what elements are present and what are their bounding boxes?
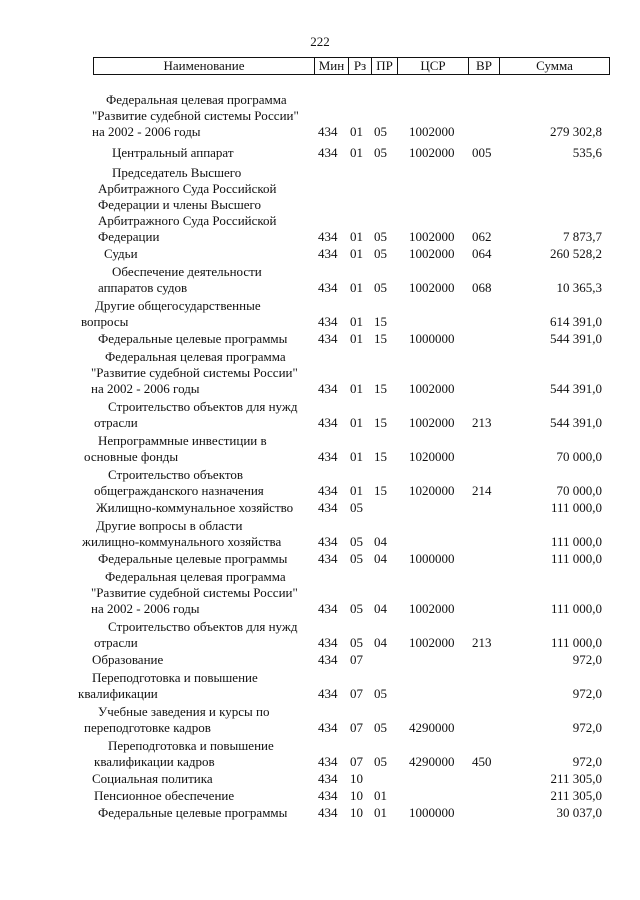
table-row — [0, 298, 640, 330]
row-name: Федеральные целевые программы — [98, 331, 288, 346]
row-sum: 614 391,0 — [550, 314, 602, 329]
row-pr: 05 — [374, 754, 387, 769]
row-sum: 30 037,0 — [556, 805, 602, 820]
row-name: Жилищно-коммунальное хозяйство — [96, 500, 294, 515]
row-sum: 535,6 — [572, 145, 602, 160]
row-name: Другие общегосударственные вопросы — [81, 298, 261, 329]
row-name: Социальная политика — [92, 771, 213, 786]
row-csr: 1000000 — [409, 805, 455, 820]
row-min: 434 — [318, 534, 338, 549]
row-min: 434 — [318, 314, 338, 329]
row-rz: 01 — [350, 314, 363, 329]
table-row — [0, 165, 640, 245]
row-pr: 15 — [374, 314, 387, 329]
row-sum: 544 391,0 — [550, 331, 602, 346]
row-pr: 01 — [374, 805, 387, 820]
row-sum: 972,0 — [572, 754, 602, 769]
table-row — [0, 433, 640, 465]
row-min: 434 — [318, 280, 338, 295]
row-min: 434 — [318, 551, 338, 566]
row-name: Федеральная целевая программа "Развитие судебной системы России" на 2002 - 2006 годы — [91, 349, 298, 396]
row-csr: 1002000 — [409, 124, 455, 139]
table-row — [0, 551, 640, 567]
row-rz: 01 — [350, 449, 363, 464]
row-rz: 01 — [350, 381, 363, 396]
row-name: Переподготовка и повышение квалификации кадров — [94, 738, 274, 769]
page-number: 222 — [310, 34, 330, 49]
row-sum: 70 000,0 — [556, 483, 602, 498]
row-min: 434 — [318, 788, 338, 803]
table-row — [0, 704, 640, 736]
row-name: Строительство объектов для нужд отрасли — [94, 399, 298, 430]
row-sum: 111 000,0 — [550, 534, 602, 549]
row-csr: 1002000 — [409, 280, 455, 295]
row-csr: 1002000 — [409, 415, 455, 430]
row-pr: 15 — [374, 331, 387, 346]
table-row — [0, 246, 640, 262]
row-sum: 972,0 — [572, 686, 602, 701]
row-pr: 04 — [374, 601, 387, 616]
row-name: Судьи — [104, 246, 138, 261]
header-vr: ВР — [469, 58, 500, 75]
table-row — [0, 805, 640, 821]
row-min: 434 — [318, 720, 338, 735]
row-rz: 05 — [350, 500, 363, 515]
header-pr: ПР — [372, 58, 398, 75]
row-rz: 01 — [350, 415, 363, 430]
header-min: Мин — [315, 58, 349, 75]
row-name: Образование — [92, 652, 164, 667]
table-row — [0, 670, 640, 702]
row-vr: 062 — [472, 229, 492, 244]
row-pr: 15 — [374, 449, 387, 464]
row-pr: 05 — [374, 229, 387, 244]
row-csr: 1002000 — [409, 601, 455, 616]
row-rz: 10 — [350, 771, 363, 786]
row-rz: 07 — [350, 754, 363, 769]
row-pr: 15 — [374, 381, 387, 396]
row-sum: 211 305,0 — [550, 788, 602, 803]
row-pr: 05 — [374, 720, 387, 735]
table-row — [0, 467, 640, 499]
row-min: 434 — [318, 415, 338, 430]
row-sum: 972,0 — [572, 720, 602, 735]
header-csr: ЦСР — [398, 58, 469, 75]
row-name: Учебные заведения и курсы по переподготовке кадров — [84, 704, 270, 735]
row-name: Федеральная целевая программа "Развитие судебной системы России" на 2002 - 2006 годы — [92, 92, 299, 139]
row-rz: 01 — [350, 483, 363, 498]
row-rz: 05 — [350, 551, 363, 566]
table-row — [0, 500, 640, 516]
row-rz: 01 — [350, 229, 363, 244]
row-sum: 544 391,0 — [550, 415, 602, 430]
row-pr: 04 — [374, 534, 387, 549]
row-vr: 214 — [472, 483, 492, 498]
row-rz: 07 — [350, 686, 363, 701]
row-min: 434 — [318, 246, 338, 261]
row-rz: 05 — [350, 534, 363, 549]
row-pr: 05 — [374, 280, 387, 295]
row-min: 434 — [318, 601, 338, 616]
row-min: 434 — [318, 805, 338, 820]
table-row — [0, 569, 640, 617]
table-row — [0, 349, 640, 397]
row-rz: 10 — [350, 805, 363, 820]
row-vr: 213 — [472, 415, 492, 430]
row-sum: 279 302,8 — [550, 124, 602, 139]
row-csr: 1020000 — [409, 483, 455, 498]
row-csr: 1002000 — [409, 246, 455, 261]
row-csr: 1002000 — [409, 145, 455, 160]
table-row — [0, 331, 640, 347]
row-pr: 05 — [374, 145, 387, 160]
row-vr: 005 — [472, 145, 492, 160]
header-rz: Рз — [349, 58, 372, 75]
row-sum: 260 528,2 — [550, 246, 602, 261]
row-sum: 70 000,0 — [556, 449, 602, 464]
row-name: Другие вопросы в области жилищно-коммунального хозяйства — [82, 518, 282, 549]
table-row — [0, 652, 640, 668]
row-rz: 01 — [350, 280, 363, 295]
row-min: 434 — [318, 381, 338, 396]
row-name: Председатель Высшего Арбитражного Суда Российской Федерации и члены Высшего Арбитражного Суда Российской Федерации — [98, 165, 277, 244]
row-rz: 01 — [350, 331, 363, 346]
row-min: 434 — [318, 331, 338, 346]
row-name: Строительство объектов общегражданского назначения — [94, 467, 264, 498]
row-csr: 1000000 — [409, 331, 455, 346]
row-min: 434 — [318, 635, 338, 650]
row-min: 434 — [318, 754, 338, 769]
row-pr: 15 — [374, 483, 387, 498]
row-csr: 1002000 — [409, 635, 455, 650]
row-csr: 4290000 — [409, 720, 455, 735]
row-name: Федеральная целевая программа "Развитие судебной системы России" на 2002 - 2006 годы — [91, 569, 298, 616]
row-min: 434 — [318, 483, 338, 498]
table-header — [93, 57, 610, 75]
row-pr: 15 — [374, 415, 387, 430]
table-row — [0, 145, 640, 161]
row-pr: 05 — [374, 686, 387, 701]
row-csr: 1000000 — [409, 551, 455, 566]
row-pr: 04 — [374, 635, 387, 650]
row-rz: 01 — [350, 124, 363, 139]
row-name: Центральный аппарат — [112, 145, 234, 160]
row-pr: 01 — [374, 788, 387, 803]
row-pr: 05 — [374, 124, 387, 139]
row-sum: 111 000,0 — [550, 500, 602, 515]
row-min: 434 — [318, 771, 338, 786]
row-min: 434 — [318, 229, 338, 244]
row-vr: 213 — [472, 635, 492, 650]
row-sum: 544 391,0 — [550, 381, 602, 396]
row-rz: 10 — [350, 788, 363, 803]
row-vr: 068 — [472, 280, 492, 295]
row-min: 434 — [318, 500, 338, 515]
row-csr: 1020000 — [409, 449, 455, 464]
row-csr: 1002000 — [409, 229, 455, 244]
table-row — [0, 619, 640, 651]
table-row — [0, 399, 640, 431]
row-name: Строительство объектов для нужд отрасли — [94, 619, 298, 650]
table-row — [0, 788, 640, 804]
row-name: Федеральные целевые программы — [98, 551, 288, 566]
row-csr: 1002000 — [409, 381, 455, 396]
table-row — [0, 518, 640, 550]
table-row — [0, 738, 640, 770]
row-rz: 01 — [350, 246, 363, 261]
row-rz: 01 — [350, 145, 363, 160]
row-name: Непрограммные инвестиции в основные фонды — [84, 433, 267, 464]
row-rz: 07 — [350, 652, 363, 667]
row-csr: 4290000 — [409, 754, 455, 769]
row-name: Обеспечение деятельности аппаратов судов — [98, 264, 262, 295]
row-min: 434 — [318, 449, 338, 464]
row-min: 434 — [318, 686, 338, 701]
row-pr: 04 — [374, 551, 387, 566]
row-min: 434 — [318, 145, 338, 160]
row-rz: 05 — [350, 601, 363, 616]
row-sum: 972,0 — [572, 652, 602, 667]
table-row — [0, 771, 640, 787]
row-sum: 211 305,0 — [550, 771, 602, 786]
row-min: 434 — [318, 652, 338, 667]
row-sum: 111 000,0 — [550, 635, 602, 650]
row-vr: 450 — [472, 754, 492, 769]
row-vr: 064 — [472, 246, 492, 261]
row-rz: 05 — [350, 635, 363, 650]
row-sum: 10 365,3 — [556, 280, 602, 295]
row-rz: 07 — [350, 720, 363, 735]
row-name: Переподготовка и повышение квалификации — [78, 670, 258, 701]
row-sum: 111 000,0 — [550, 551, 602, 566]
row-min: 434 — [318, 124, 338, 139]
table-row — [0, 264, 640, 296]
table-row — [0, 92, 640, 140]
header-sum: Сумма — [500, 58, 610, 75]
row-name: Федеральные целевые программы — [98, 805, 288, 820]
row-pr: 05 — [374, 246, 387, 261]
header-name: Наименование — [94, 58, 315, 75]
row-sum: 111 000,0 — [550, 601, 602, 616]
row-sum: 7 873,7 — [563, 229, 602, 244]
row-name: Пенсионное обеспечение — [94, 788, 235, 803]
